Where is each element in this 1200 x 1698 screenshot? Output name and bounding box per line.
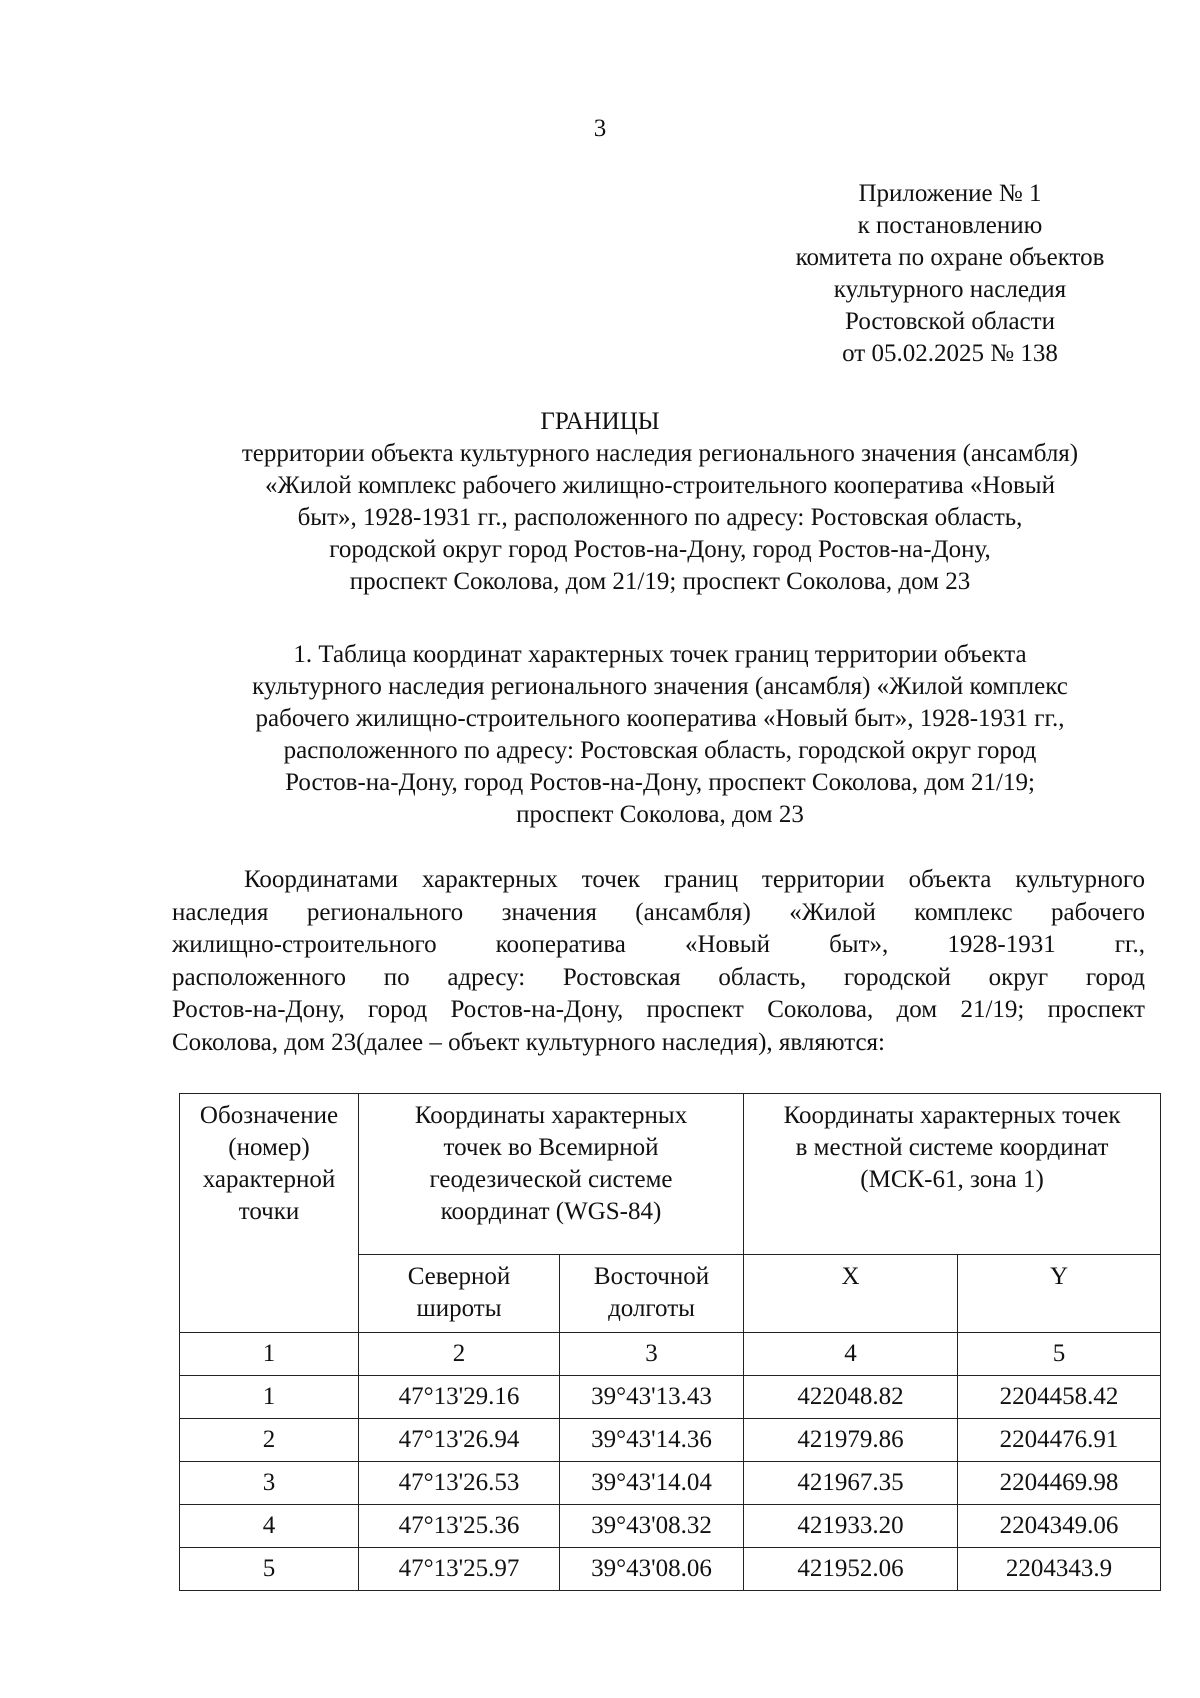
section-heading-line: 1. Таблица координат характерных точек границ территории объекта <box>293 641 1027 668</box>
east-longitude: 39°43'14.04 <box>560 1462 744 1505</box>
north-latitude: 47°13'25.36 <box>359 1505 560 1548</box>
subtitle-line: быт», 1928-1931 гг., расположенного по адресу: Ростовская область, <box>297 504 1023 531</box>
x-coordinate: 421933.20 <box>744 1505 958 1548</box>
document-title: ГРАНИЦЫ <box>540 408 660 435</box>
header-line: (МСК-61, зона 1) <box>860 1166 1044 1193</box>
paragraph-line: Координатами характерных точек границ территории объекта культурного <box>244 866 1145 893</box>
x-coordinate: 421967.35 <box>744 1462 958 1505</box>
subtitle-line: городской округ город Ростов-на-Дону, город Ростов-на-Дону, <box>329 536 991 563</box>
section-heading-line: культурного наследия регионального значения (ансамбля) «Жилой комплекс <box>252 673 1068 700</box>
subheader-y: Y <box>958 1255 1161 1333</box>
east-longitude: 39°43'08.06 <box>560 1548 744 1591</box>
point-id: 2 <box>180 1419 359 1462</box>
header-line: Восточной <box>593 1263 710 1290</box>
header-line: (номер) <box>228 1134 310 1161</box>
subheader-x: X <box>744 1255 958 1333</box>
column-number: 1 <box>180 1333 359 1376</box>
header-line: Обозначение <box>199 1102 339 1129</box>
subtitle-line: территории объекта культурного наследия регионального значения (ансамбля) <box>241 440 1079 467</box>
north-latitude: 47°13'25.97 <box>359 1548 560 1591</box>
header-line: Координаты характерных <box>414 1102 688 1129</box>
east-longitude: 39°43'08.32 <box>560 1505 744 1548</box>
column-number: 3 <box>560 1333 744 1376</box>
header-line: широты <box>416 1295 502 1322</box>
column-number: 2 <box>359 1333 560 1376</box>
appendix-line: культурного наследия <box>833 276 1067 303</box>
column-number: 4 <box>744 1333 958 1376</box>
header-line: точки <box>238 1198 300 1225</box>
section-heading-line: рабочего жилищно-строительного кооператива «Новый быт», 1928-1931 гг., <box>255 705 1065 732</box>
appendix-block <box>760 178 1140 370</box>
header-line: координат (WGS-84) <box>440 1198 662 1225</box>
x-coordinate: 421952.06 <box>744 1548 958 1591</box>
point-id: 4 <box>180 1505 359 1548</box>
appendix-line: комитета по охране объектов <box>795 244 1105 271</box>
section-heading-line: Ростов-на-Дону, город Ростов-на-Дону, проспект Соколова, дом 21/19; <box>285 769 1035 796</box>
paragraph-line: Ростов-на-Дону, город Ростов-на-Дону, проспект Соколова, дом 21/19; проспект <box>172 996 1145 1023</box>
y-coordinate: 2204469.98 <box>958 1462 1161 1505</box>
x-coordinate: 421979.86 <box>744 1419 958 1462</box>
section-heading-line: проспект Соколова, дом 23 <box>516 801 804 828</box>
paragraph-line: жилищно-строительного кооператива «Новый быт», 1928-1931 гг., <box>172 931 1145 958</box>
header-msk61 <box>744 1094 1161 1255</box>
appendix-line: Ростовской области <box>845 308 1055 335</box>
appendix-line: Приложение № 1 <box>858 180 1042 207</box>
header-line: долготы <box>608 1295 695 1322</box>
header-wgs84 <box>359 1094 744 1255</box>
north-latitude: 47°13'26.94 <box>359 1419 560 1462</box>
document-subtitle <box>160 438 1160 598</box>
table-row <box>180 1505 1161 1548</box>
subtitle-line: проспект Соколова, дом 21/19; проспект Соколова, дом 23 <box>349 568 971 595</box>
table-row <box>180 1462 1161 1505</box>
header-designation <box>180 1094 359 1333</box>
appendix-line: к постановлению <box>857 212 1043 239</box>
subtitle-line: «Жилой комплекс рабочего жилищно-строительного кооператива «Новый <box>265 472 1055 499</box>
paragraph-line: Соколова, дом 23(далее – объект культурного наследия), являются: <box>172 1028 886 1056</box>
y-coordinate: 2204458.42 <box>958 1376 1161 1419</box>
paragraph-line: наследия регионального значения (ансамбля) «Жилой комплекс рабочего <box>172 898 1145 926</box>
table-row <box>180 1548 1161 1591</box>
header-line: точек во Всемирной <box>443 1134 659 1161</box>
header-line: в местной системе координат <box>795 1134 1109 1161</box>
header-line: характерной <box>202 1166 336 1193</box>
east-longitude: 39°43'13.43 <box>560 1376 744 1419</box>
point-id: 3 <box>180 1462 359 1505</box>
subheader-east-longitude <box>560 1255 744 1333</box>
header-line: Координаты характерных точек <box>783 1102 1121 1129</box>
y-coordinate: 2204476.91 <box>958 1419 1161 1462</box>
intro-paragraph <box>172 864 1145 1059</box>
header-line: Северной <box>407 1263 511 1290</box>
paragraph-line: расположенного по адресу: Ростовская область, городской округ город <box>172 963 1145 991</box>
appendix-line: от 05.02.2025 № 138 <box>842 340 1058 367</box>
y-coordinate: 2204349.06 <box>958 1505 1161 1548</box>
y-coordinate: 2204343.9 <box>958 1548 1161 1591</box>
point-id: 1 <box>180 1376 359 1419</box>
table-row <box>180 1419 1161 1462</box>
coordinates-table <box>179 1093 1161 1591</box>
x-coordinate: 422048.82 <box>744 1376 958 1419</box>
north-latitude: 47°13'29.16 <box>359 1376 560 1419</box>
east-longitude: 39°43'14.36 <box>560 1419 744 1462</box>
column-number-row <box>180 1333 1161 1376</box>
section-heading <box>160 639 1160 831</box>
point-id: 5 <box>180 1548 359 1591</box>
subheader-north-latitude <box>359 1255 560 1333</box>
north-latitude: 47°13'26.53 <box>359 1462 560 1505</box>
header-line: геодезической системе <box>429 1166 673 1193</box>
section-heading-line: расположенного по адресу: Ростовская область, городской округ город <box>283 737 1037 764</box>
table-row <box>180 1376 1161 1419</box>
page-number: 3 <box>593 115 607 142</box>
column-number: 5 <box>958 1333 1161 1376</box>
